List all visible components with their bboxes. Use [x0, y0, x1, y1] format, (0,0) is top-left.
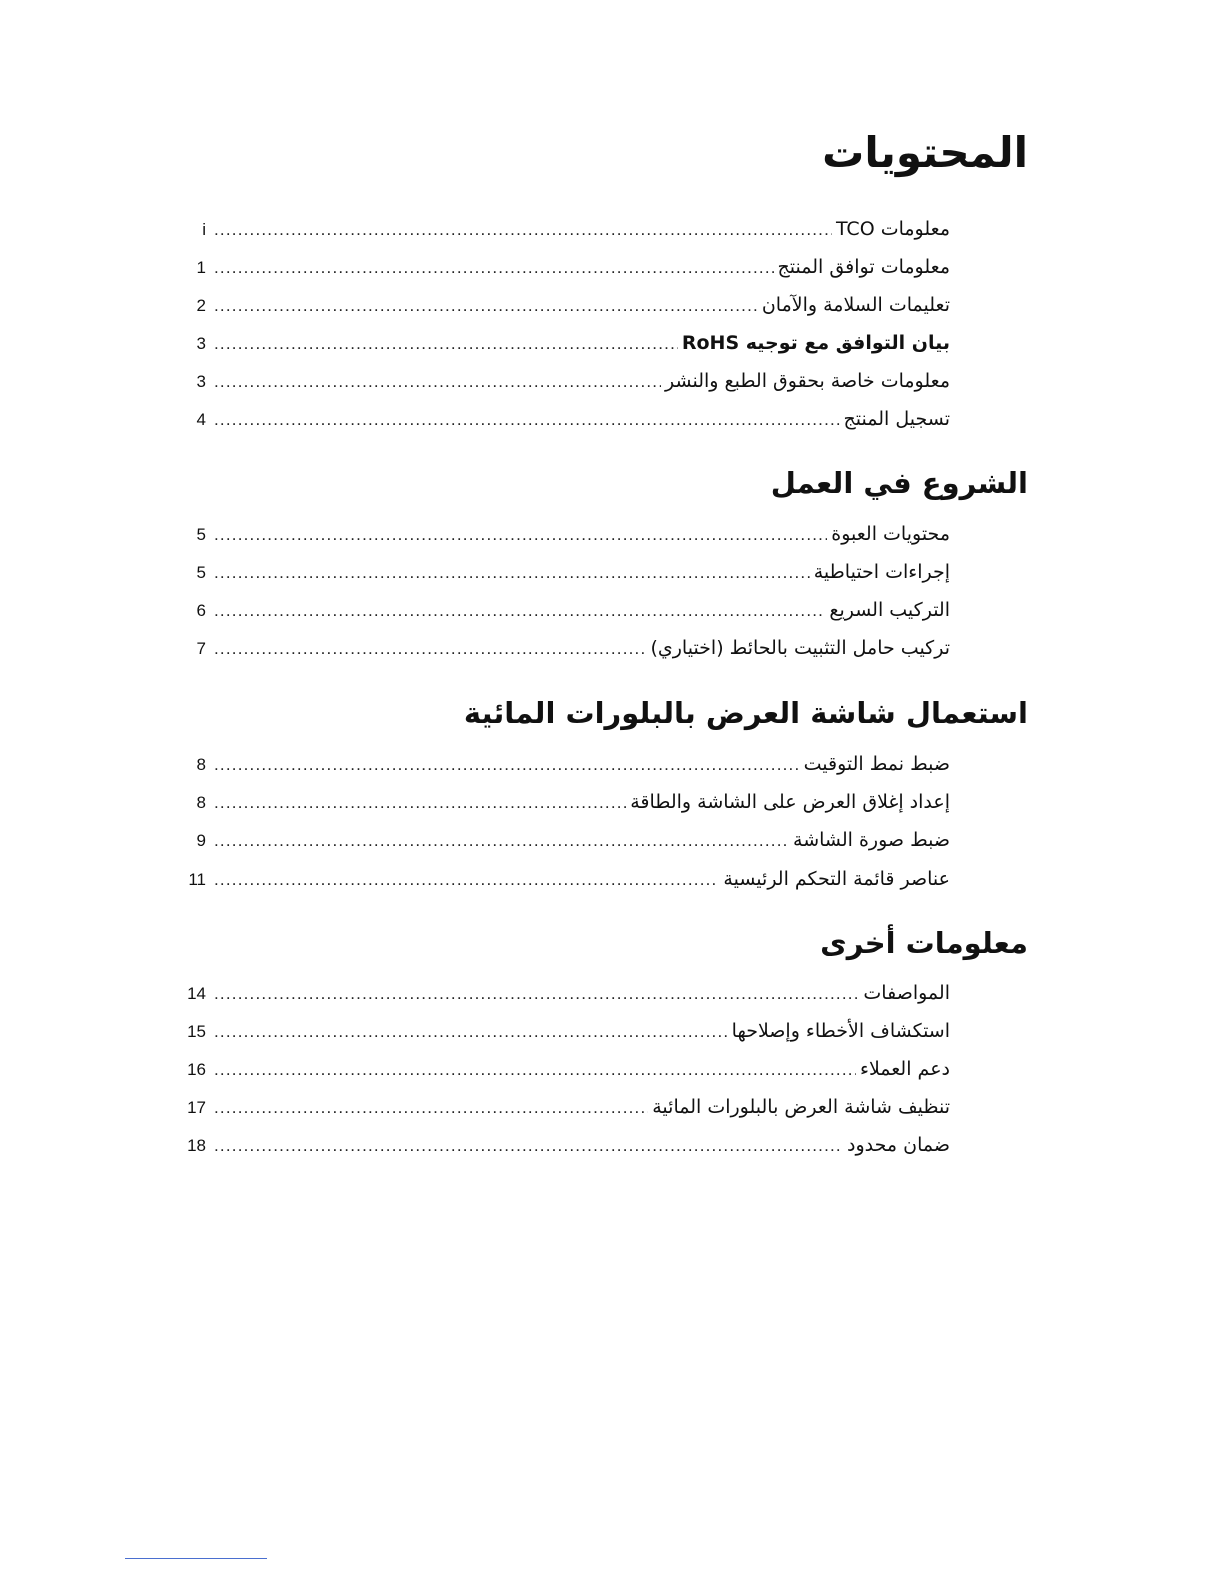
- toc-entry-title: المواصفات: [863, 982, 950, 1004]
- dot-leader: [214, 634, 646, 664]
- toc-entry-title: تعليمات السلامة والآمان: [761, 294, 950, 316]
- toc-page-number: 6: [196, 601, 206, 620]
- dot-leader: [214, 750, 800, 780]
- toc-entry-title: معلومات توافق المنتج: [777, 256, 950, 278]
- toc-entry[interactable]: [180, 252, 950, 282]
- toc-entry[interactable]: [180, 864, 950, 894]
- dot-leader: [214, 1093, 648, 1123]
- toc-entry-title: محتويات العبوة: [831, 523, 950, 545]
- toc-entry[interactable]: [180, 749, 950, 779]
- toc-entry[interactable]: [180, 1130, 950, 1160]
- dot-leader: [214, 1055, 856, 1085]
- toc-entry-title: عناصر قائمة التحكم الرئيسية: [723, 868, 950, 890]
- toc-page-number: 8: [196, 755, 206, 774]
- dot-leader: [214, 520, 827, 550]
- dot-leader: [214, 596, 825, 626]
- toc-entry-title: تركيب حامل التثبيت بالحائط (اختياري): [650, 637, 950, 659]
- dot-leader: [214, 253, 774, 283]
- toc-entry-title: معلومات TCO: [835, 218, 950, 240]
- section-heading: معلومات أخرى: [820, 926, 1028, 960]
- dot-leader: [214, 291, 758, 321]
- toc-entry[interactable]: [180, 825, 950, 855]
- toc-entry[interactable]: [180, 214, 950, 244]
- toc-entry-title: ضبط صورة الشاشة: [793, 829, 950, 851]
- toc-entry-title: ضمان محدود: [847, 1134, 950, 1156]
- toc-entry[interactable]: [180, 519, 950, 549]
- toc-entry[interactable]: [180, 366, 950, 396]
- toc-entry-title: تنظيف شاشة العرض بالبلورات المائية: [652, 1096, 950, 1118]
- toc-page-number: 18: [187, 1136, 206, 1155]
- toc-entry-title: بيان التوافق مع توجيه RoHS: [681, 332, 950, 354]
- dot-leader: [214, 788, 626, 818]
- section-heading: الشروع في العمل: [770, 466, 1028, 500]
- toc-entry-title: إعداد إغلاق العرض على الشاشة والطاقة: [630, 791, 950, 813]
- toc-page-number: 5: [196, 563, 206, 582]
- dot-leader: [214, 329, 678, 359]
- toc-entry[interactable]: [180, 290, 950, 320]
- toc-entry[interactable]: [180, 633, 950, 663]
- toc-page-number: 11: [188, 870, 206, 889]
- toc-entry-title: إجراءات احتياطية: [813, 561, 950, 583]
- toc-page-number: 8: [196, 793, 206, 812]
- toc-entry-title: التركيب السريع: [829, 599, 950, 621]
- toc-entry[interactable]: [180, 404, 950, 434]
- toc-page-number: 4: [196, 410, 206, 429]
- toc-page-number: 15: [187, 1022, 206, 1041]
- toc-page-number: 14: [187, 984, 206, 1003]
- toc-entry-title: معلومات خاصة بحقوق الطبع والنشر: [665, 370, 950, 392]
- page-title: المحتويات: [822, 128, 1028, 177]
- toc-page-number: 3: [196, 334, 206, 353]
- toc-page-number: 7: [196, 639, 206, 658]
- toc-page-number: i: [202, 220, 206, 239]
- toc-entry[interactable]: [180, 1054, 950, 1084]
- dot-leader: [214, 826, 789, 856]
- toc-page-number: 2: [196, 296, 206, 315]
- dot-leader: [214, 979, 859, 1009]
- toc-page-number: 16: [187, 1060, 206, 1079]
- toc-entry[interactable]: [180, 557, 950, 587]
- toc-page-number: 5: [196, 525, 206, 544]
- dot-leader: [214, 405, 840, 435]
- toc-entry[interactable]: [180, 1016, 950, 1046]
- toc-page-number: 17: [187, 1098, 206, 1117]
- toc-entry[interactable]: [180, 787, 950, 817]
- toc-entry-title: دعم العملاء: [860, 1058, 950, 1080]
- toc-entry[interactable]: [180, 328, 950, 358]
- toc-page-number: 9: [196, 831, 206, 850]
- dot-leader: [214, 1131, 843, 1161]
- dot-leader: [214, 367, 661, 397]
- footnote-rule: [125, 1558, 267, 1559]
- toc-page-number: 1: [196, 258, 206, 277]
- dot-leader: [214, 1017, 728, 1047]
- toc-page-number: 3: [196, 372, 206, 391]
- section-heading: استعمال شاشة العرض بالبلورات المائية: [463, 696, 1028, 730]
- toc-entry-title: استكشاف الأخطاء وإصلاحها: [731, 1020, 950, 1042]
- toc-entry[interactable]: [180, 978, 950, 1008]
- dot-leader: [214, 215, 832, 245]
- toc-entry[interactable]: [180, 1092, 950, 1122]
- dot-leader: [214, 558, 810, 588]
- toc-entry-title: ضبط نمط التوقيت: [803, 753, 950, 775]
- toc-entry[interactable]: [180, 595, 950, 625]
- toc-entry-title: تسجيل المنتج: [843, 408, 950, 430]
- dot-leader: [214, 865, 719, 895]
